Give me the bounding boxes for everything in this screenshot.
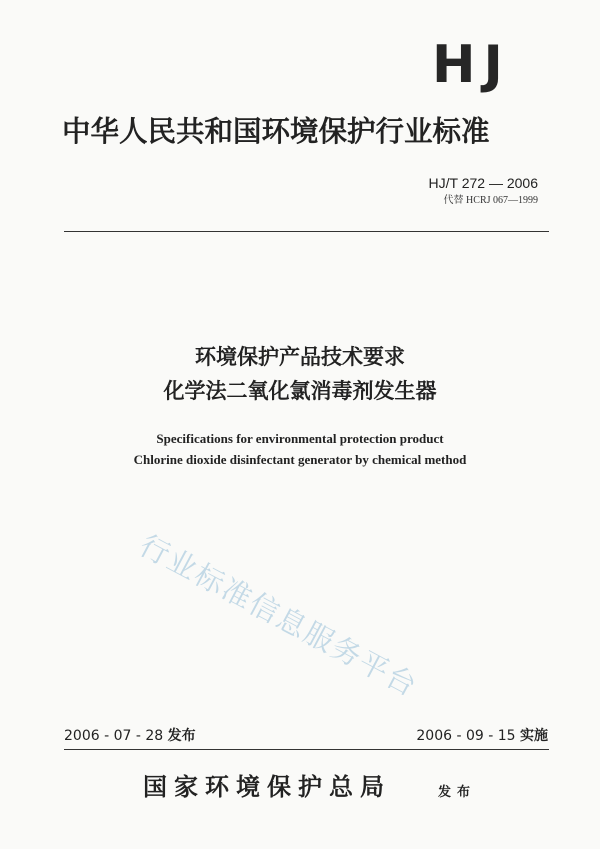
publisher-name: 国家环境保护总局 xyxy=(143,773,391,801)
implement-verb: 实施 xyxy=(520,728,548,744)
replaces-standard: 代替 HCRJ 067—1999 xyxy=(443,195,538,206)
watermark: 行业标准信息服务平台 xyxy=(134,528,424,704)
hj-logo: HJ xyxy=(432,35,511,95)
title-en-line-1: Specifications for environmental protection product xyxy=(156,431,444,446)
title-cn-line-1: 环境保护产品技术要求 xyxy=(195,345,405,369)
implement-date: 2006 - 09 - 15 xyxy=(416,728,516,744)
issue-verb: 发布 xyxy=(167,728,196,744)
title-cn-line-2: 化学法二氧化氯消毒剂发生器 xyxy=(163,379,437,403)
standard-number: HJ/T 272 — 2006 xyxy=(428,175,538,191)
bottom-divider xyxy=(64,749,549,750)
title-en-line-2: Chlorine dioxide disinfectant generator by chemical method xyxy=(133,452,467,467)
publish-word: 发布 xyxy=(438,785,477,800)
issue-date: 2006 - 07 - 28 xyxy=(64,728,164,744)
ministry-standard-line: 中华人民共和国环境保护行业标准 xyxy=(62,115,490,148)
top-divider xyxy=(64,231,549,232)
issue-date-line xyxy=(64,727,196,745)
implement-date-line xyxy=(416,727,548,745)
